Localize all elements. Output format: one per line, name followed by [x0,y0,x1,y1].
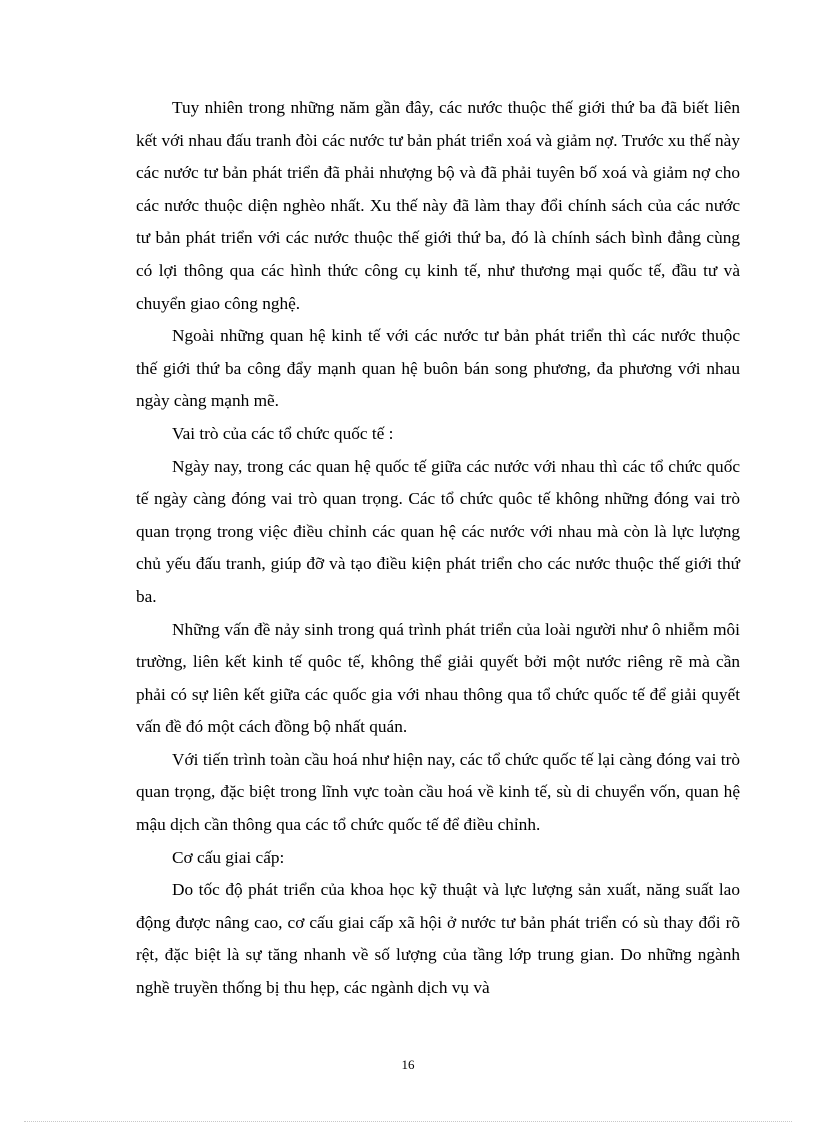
heading-international-organizations: Vai trò của các tổ chức quốc tế : [172,423,394,443]
page-bottom-divider [24,1121,792,1122]
paragraph-global-issues: Những vấn đề nảy sinh trong quá trình phát triển của loài người như ô nhiễm môi trường, liên kết kinh tế quôc tế, không thể giải quyết bởi một nước riêng rẽ mà cần phải có sự liên kết giữa các quốc gia với nhau thông qua tổ chức quốc tế để giải quyết vấn đề đó một cách đồng bộ nhất quán. [136,619,740,737]
page-number: 16 [401,1057,415,1072]
body-text [136,92,740,1005]
paragraph-organizations-role: Ngày nay, trong các quan hệ quốc tế giữa các nước với nhau thì các tổ chức quốc tế ngày càng đóng vai trò quan trọng. Các tổ chức quôc tế không những đóng vai trò quan trọng trong việc điều chỉnh các quan hệ các nước với nhau mà còn là lực lượng chủ yếu đấu tranh, giúp đỡ và tạo điều kiện phát triển cho các nước thuộc thế giới thứ ba. [136,456,740,606]
heading-class-structure: Cơ cấu giai cấp: [172,847,285,867]
paragraph-globalization: Với tiến trình toàn cầu hoá như hiện nay, các tổ chức quốc tế lại càng đóng vai trò quan trọng, đặc biệt trong lĩnh vực toàn cầu hoá về kinh tế, sù di chuyển vốn, quan hệ mậu dịch cần thông qua các tổ chức quốc tế để điều chỉnh. [136,749,740,835]
paragraph-debt-relief: Tuy nhiên trong những năm gần đây, các nước thuộc thế giới thứ ba đã biết liên kết với nhau đấu tranh đòi các nước tư bản phát triển xoá và giảm nợ. Trước xu thế này các nước tư bản phát triển đã phải nhượng bộ và đã phải tuyên bố xoá và giảm nợ cho các nước thuộc diện nghèo nhất. Xu thế này đã làm thay đổi chính sách của các nước tư bản phát triển với các nước thuộc thế giới thứ ba, đó là chính sách bình đẳng cùng có lợi thông qua các hình thức công cụ kinh tế, như thương mại quốc tế, đầu tư và chuyển giao công nghệ. [136,98,740,313]
paragraph-class-changes: Do tốc độ phát triển của khoa học kỹ thuật và lực lượng sản xuất, năng suất lao động được nâng cao, cơ cấu giai cấp xã hội ở nước tư bản phát triển có sù thay đổi rõ rệt, đặc biệt là sự tăng nhanh về số lượng của tầng lớp trung gian. Do những ngành nghề truyền thống bị thu hẹp, các ngành dịch vụ và [136,880,740,998]
paragraph-bilateral-trade: Ngoài những quan hệ kinh tế với các nước tư bản phát triển thì các nước thuộc thế giới thứ ba công đẩy mạnh quan hệ buôn bán song phương, đa phương với nhau ngày càng mạnh mẽ. [136,326,740,411]
